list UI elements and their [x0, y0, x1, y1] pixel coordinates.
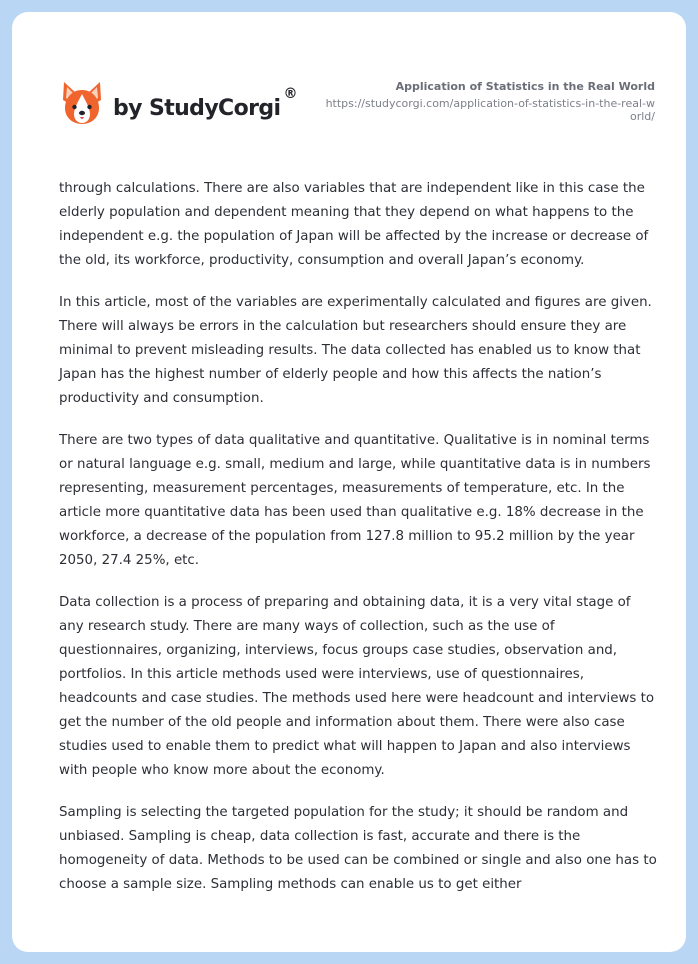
- brand-name: by StudyCorgi: [113, 95, 281, 121]
- paragraph: Data collection is a process of preparing and obtaining data, it is a very vital stage of any research study. There are many ways of collection, such as the use of questionnaires, organizing, interviews, focus groups case studies, observation and, portfolios. In this article methods used were interviews, use of questionnaires, headcounts and case studies. The methods used here were headcount and interviews to get the number of the old people and information about them. There were also case studies used to enable them to predict what will happen to Japan and also interviews with people who know more about the economy.: [59, 595, 655, 778]
- document-url[interactable]: https://studycorgi.com/application-of-statistics-in-the-real-world/: [325, 97, 655, 123]
- brand-logo[interactable]: [61, 76, 297, 134]
- document-meta: [305, 80, 655, 123]
- paragraph: In this article, most of the variables are experimentally calculated and figures are given. There will always be errors in the calculation but researchers should ensure they are minimal to prevent misleading results. The data collected has enabled us to know that Japan has the highest number of elderly people and how this affects the nation’s productivity and consumption.: [59, 295, 652, 406]
- registered-mark: ®: [283, 86, 298, 102]
- paragraph: Sampling is selecting the targeted population for the study; it should be random and unbiased. Sampling is cheap, data collection is fast, accurate and there is the homogeneity of data. Methods to be used can be combined or single and also one has to choose a sample size. Sampling methods can enable us to get either: [59, 805, 657, 892]
- document-page: [12, 12, 686, 952]
- paragraph: through calculations. There are also variables that are independent like in this case the elderly population and dependent meaning that they depend on what happens to the independent e.g. the population of Japan will be affected by the increase or decrease of the old, its workforce, productivity, consumption and overall Japan’s economy.: [59, 181, 649, 268]
- article-body: [59, 177, 657, 915]
- corgi-logo-icon: [61, 80, 103, 126]
- paragraph: There are two types of data qualitative and quantitative. Qualitative is in nominal terms or natural language e.g. small, medium and large, while quantitative data is in numbers representing, measurement percentages, measurements of temperature, etc. In the article more quantitative data has been used than qualitative e.g. 18% decrease in the workforce, a decrease of the population from 127.8 million to 95.2 million by the year 2050, 27.4 25%, etc.: [59, 433, 651, 568]
- document-title: Application of Statistics in the Real World: [395, 80, 655, 93]
